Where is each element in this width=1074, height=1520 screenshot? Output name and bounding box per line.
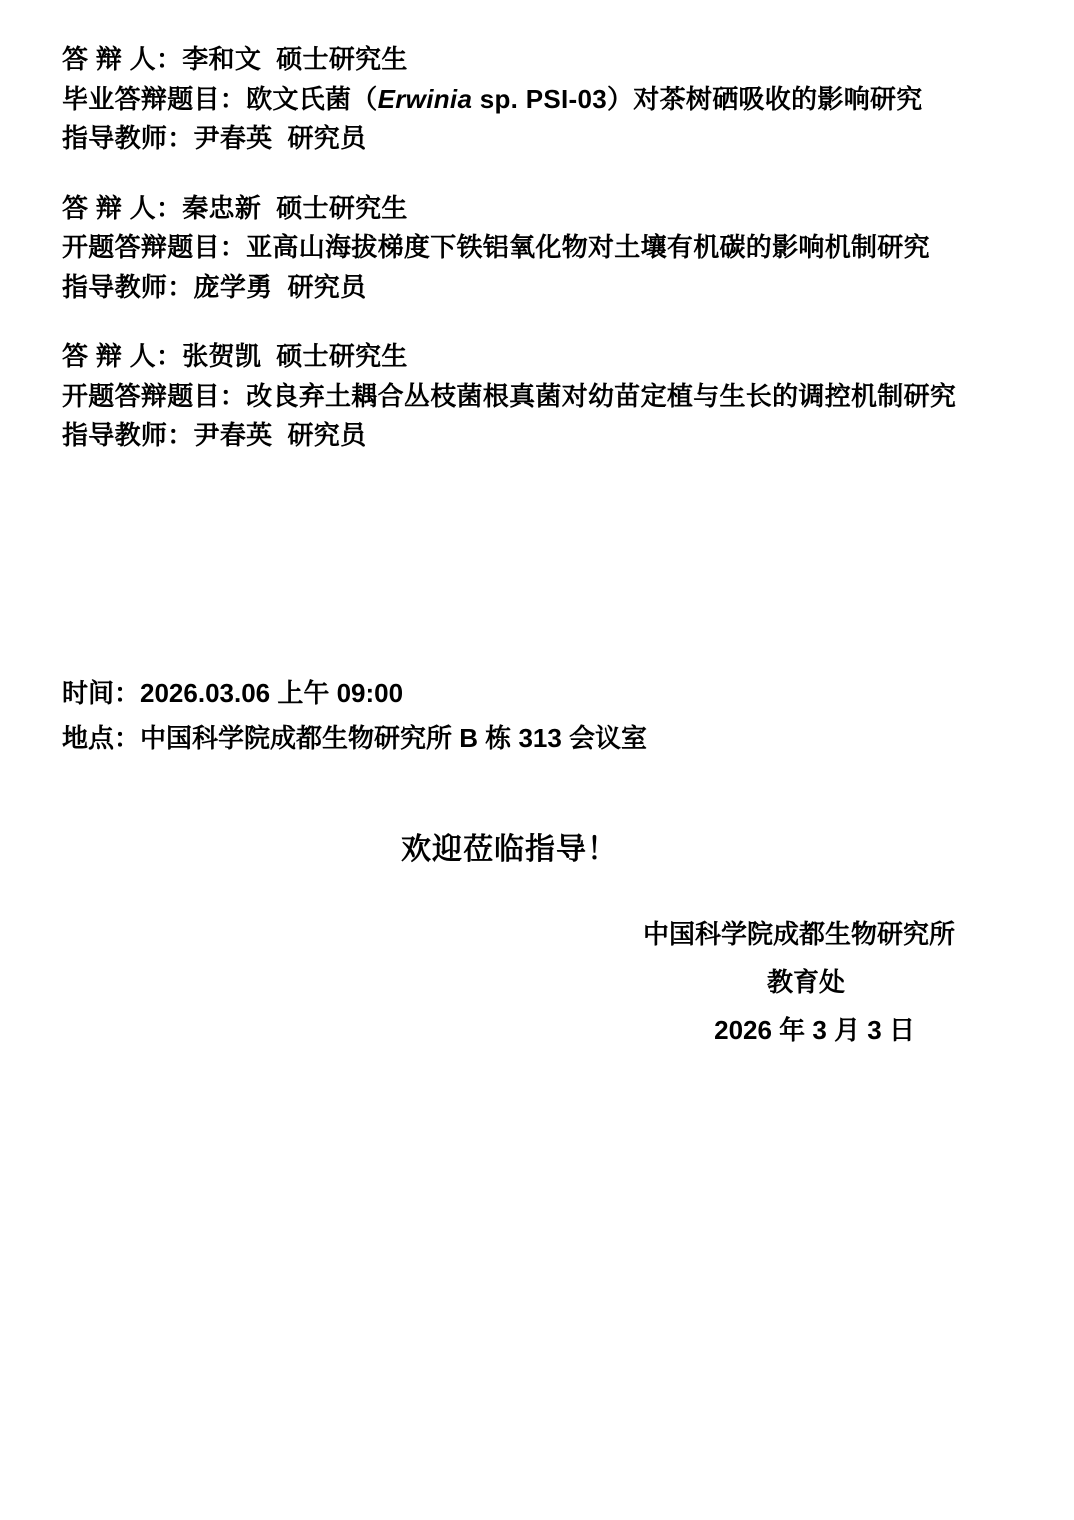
topic-label: 开题答辩题目： (62, 380, 247, 411)
topic-line (62, 377, 987, 417)
topic-text-part1: 欧文氏菌（ (246, 83, 378, 114)
defender-degree: 硕士研究生 (276, 44, 408, 74)
vertical-spacer (62, 486, 987, 671)
defender-name: 秦忠新 (182, 192, 262, 223)
defender-degree: 硕士研究生 (276, 192, 408, 223)
signature-organization: 中国科学院成都生物研究所 (642, 918, 955, 949)
defender-line (62, 337, 987, 377)
defense-entry (62, 337, 987, 456)
advisor-line (62, 268, 987, 308)
advisor-line (62, 416, 987, 456)
signature-block (62, 910, 987, 1054)
defense-entry (62, 40, 987, 159)
advisor-name: 尹春英 (193, 123, 273, 154)
document-content (62, 40, 987, 1054)
advisor-label: 指导教师： (62, 123, 194, 154)
defender-label: 答 辩 人： (62, 192, 183, 223)
topic-line (62, 80, 987, 120)
advisor-label: 指导教师： (62, 271, 194, 302)
defender-line (62, 189, 987, 229)
advisor-title: 研究员 (287, 123, 367, 154)
defender-name: 张贺凯 (182, 341, 262, 372)
advisor-name: 庞学勇 (193, 271, 273, 302)
signature-date: 2026 年 3 月 3 日 (714, 1014, 915, 1045)
signature-department: 教育处 (766, 966, 845, 997)
topic-text: 亚高山海拔梯度下铁铝氧化物对土壤有机碳的影响机制研究 (246, 232, 930, 263)
defender-label: 答 辩 人： (62, 44, 183, 74)
defender-degree: 硕士研究生 (276, 341, 408, 372)
time-line: 时间：2026.03.06 上午 09:00 (62, 677, 404, 708)
advisor-line (62, 119, 987, 159)
topic-line (62, 228, 987, 268)
defender-line (62, 40, 987, 80)
advisor-title: 研究员 (287, 420, 367, 451)
topic-species-italic: Erwinia (377, 83, 473, 114)
topic-label: 毕业答辩题目： (62, 83, 247, 114)
topic-label: 开题答辩题目： (62, 232, 247, 263)
place-line: 地点：中国科学院成都生物研究所 B 栋 313 会议室 (62, 723, 648, 754)
welcome-message: 欢迎莅临指导！ (401, 832, 618, 866)
advisor-title: 研究员 (287, 271, 367, 302)
topic-text: 改良弃土耦合丛枝菌根真菌对幼苗定植与生长的调控机制研究 (246, 380, 957, 411)
defender-label: 答 辩 人： (62, 341, 183, 372)
defense-entry (62, 189, 987, 308)
defender-name: 李和文 (182, 44, 262, 74)
advisor-label: 指导教师： (62, 420, 194, 451)
advisor-name: 尹春英 (193, 420, 273, 451)
topic-text-part2: sp. PSI-03）对茶树硒吸收的影响研究 (472, 83, 923, 114)
